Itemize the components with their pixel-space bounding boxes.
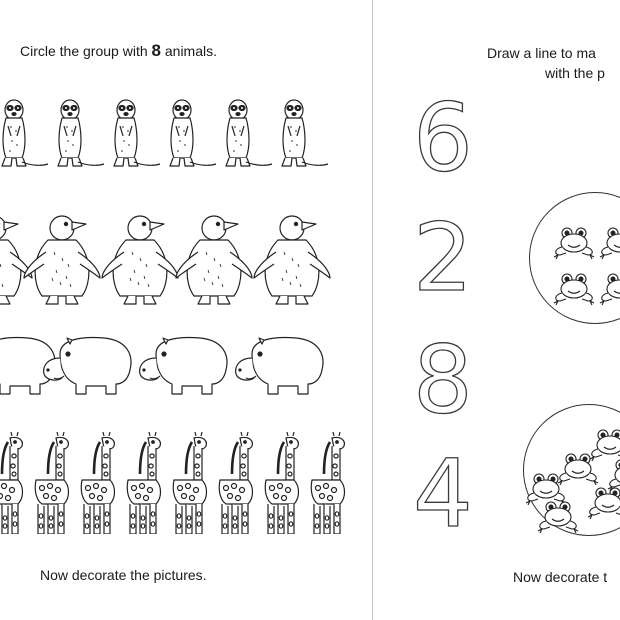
giraffe: [219, 432, 252, 534]
right-page: [373, 0, 620, 620]
hippo: [44, 338, 131, 394]
frog: [600, 274, 620, 305]
frog-group-four[interactable]: [529, 192, 620, 324]
giraffe: [311, 432, 344, 534]
meerkat: [170, 100, 216, 166]
penguin-group[interactable]: [0, 210, 372, 306]
frog-group-six[interactable]: [523, 404, 620, 536]
meerkat: [114, 100, 160, 166]
giraffe-group[interactable]: [0, 430, 372, 534]
left-instruction: [20, 42, 217, 60]
meerkat: [58, 100, 104, 166]
hippo: [236, 338, 323, 394]
giraffe: [127, 432, 160, 534]
frog: [554, 274, 594, 305]
frog: [588, 488, 620, 519]
penguin: [0, 216, 32, 304]
giraffe: [35, 432, 68, 534]
number-four[interactable]: 4: [413, 440, 473, 549]
left-footer: Now decorate the pictures.: [40, 567, 207, 583]
frog: [554, 228, 594, 259]
number-two[interactable]: 2: [413, 204, 473, 313]
penguin: [102, 216, 178, 304]
frog: [600, 228, 620, 259]
right-footer: Now decorate t: [513, 569, 608, 585]
penguin: [24, 216, 100, 304]
meerkat: [2, 100, 48, 166]
frog: [608, 460, 620, 491]
instruction-text-b: animals.: [160, 43, 218, 59]
hippo: [140, 338, 227, 394]
hippo-group[interactable]: [0, 334, 372, 396]
giraffe: [0, 432, 23, 534]
number-six[interactable]: 6: [413, 84, 473, 193]
frog: [590, 430, 620, 461]
giraffe: [265, 432, 298, 534]
number-eight[interactable]: 8: [413, 326, 473, 435]
meerkat-group[interactable]: [0, 92, 372, 178]
frog: [558, 454, 598, 485]
penguin: [254, 216, 330, 304]
meerkat: [282, 100, 328, 166]
meerkat: [226, 100, 272, 166]
giraffe: [81, 432, 114, 534]
penguin: [176, 216, 252, 304]
instruction-number: 8: [151, 41, 161, 60]
instruction-text-a: Circle the group with: [20, 43, 152, 59]
frog: [538, 502, 578, 533]
right-instruction-line2: with the p: [545, 65, 605, 81]
right-instruction-line1: Draw a line to ma: [487, 45, 596, 61]
giraffe: [173, 432, 206, 534]
